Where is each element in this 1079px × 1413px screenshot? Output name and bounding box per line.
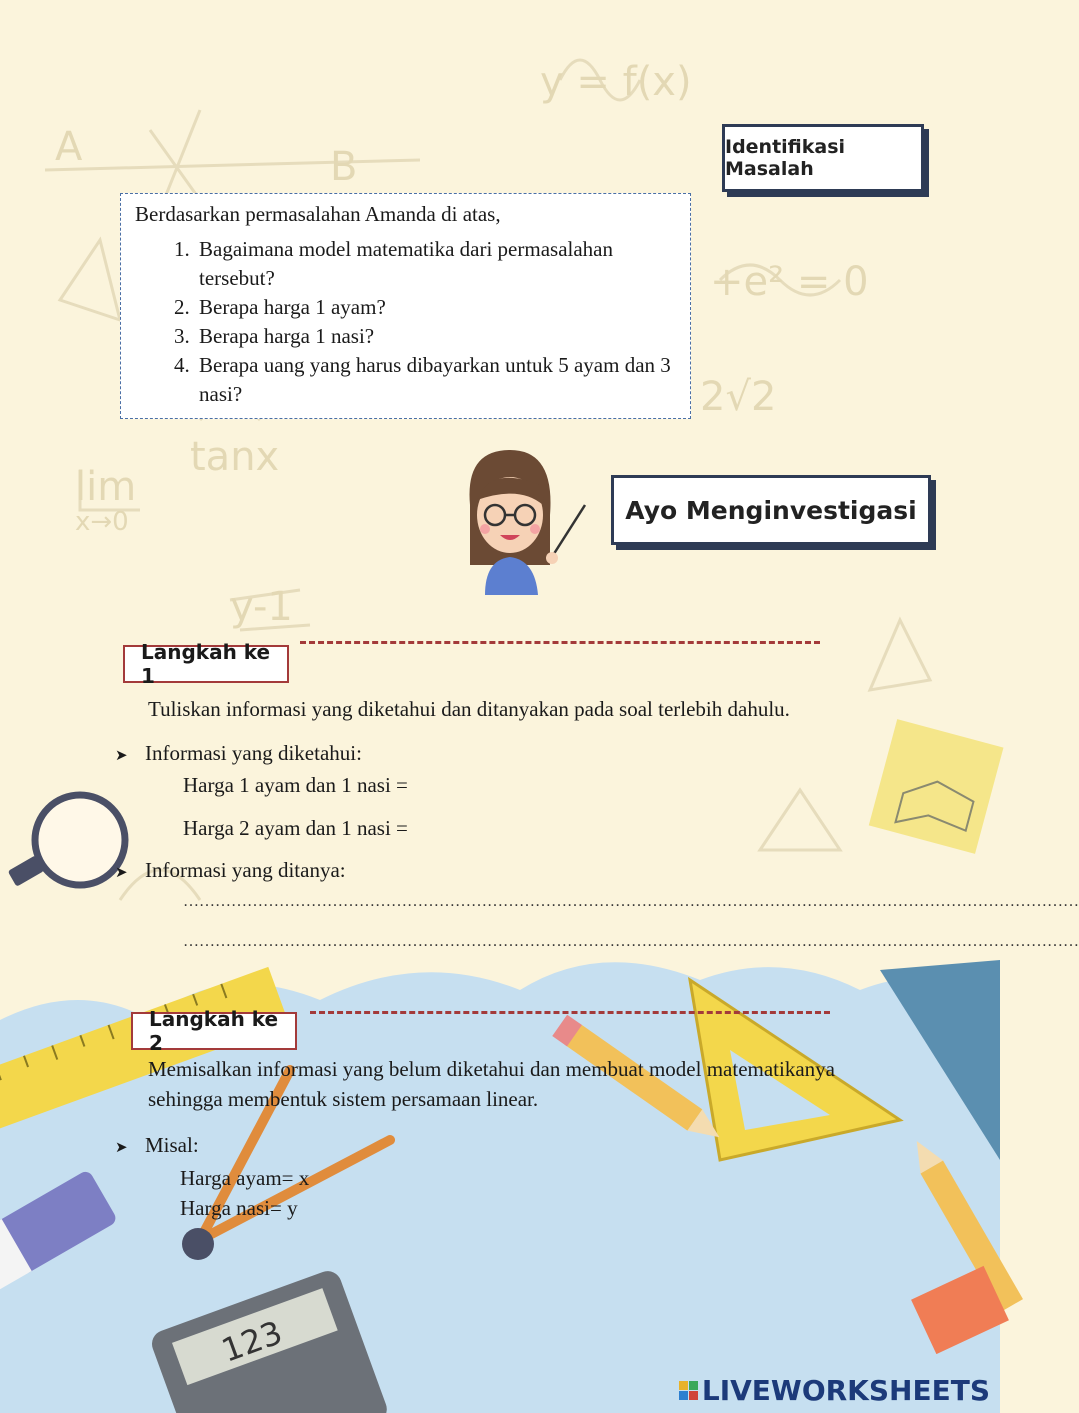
question-item: 2. Berapa harga 1 ayam? (195, 293, 676, 322)
known-label: Informasi yang diketahui: (145, 741, 362, 765)
dashed-divider (310, 1011, 830, 1014)
answer-line[interactable]: …………………………………………………………………………………………………………………………………………………… (183, 933, 1079, 950)
arrowhead-bullet-icon: ➤ (115, 748, 128, 764)
langkah-2-instruction: sehingga membentuk sistem persamaan linear. (148, 1087, 539, 1111)
magnifier-icon (8, 795, 125, 887)
variable-line: Harga ayam= x (180, 1166, 310, 1190)
logo-mark-icon (679, 1381, 698, 1400)
teacher-illustration (450, 445, 590, 595)
logo-text: LIVEWORKSHEETS (701, 1374, 990, 1407)
ayo-menginvestigasi-header (611, 475, 931, 545)
langkah-1-instruction: Tuliskan informasi yang diketahui dan ditanyakan pada soal terlebih dahulu. (148, 697, 790, 721)
question-item: 3. Berapa harga 1 nasi? (195, 322, 676, 351)
arrowhead-bullet-icon: ➤ (115, 1140, 128, 1156)
svg-text:+e² = 0: +e² = 0 (710, 259, 869, 305)
langkah-2-text: Langkah ke 2 (149, 1007, 279, 1055)
investigasi-title: Ayo Menginvestigasi (625, 495, 917, 525)
svg-text:y-1: y-1 (230, 584, 293, 630)
misal-label: Misal: (145, 1133, 199, 1157)
langkah-1-label (123, 640, 289, 688)
known-line: Harga 2 ayam dan 1 nasi = (183, 816, 408, 840)
asked-label: Informasi yang ditanya: (145, 858, 346, 882)
liveworksheets-logo (679, 1374, 990, 1407)
answer-line[interactable]: …………………………………………………………………………………………………………………………………………………… (183, 893, 1079, 910)
svg-text:2√2: 2√2 (700, 374, 777, 420)
calculator-display: 123 (216, 1313, 288, 1370)
question-box (120, 193, 691, 419)
dashed-divider (300, 641, 820, 644)
identifikasi-title: Identifikasi Masalah (725, 136, 846, 180)
langkah-1-text: Langkah ke 1 (141, 640, 271, 688)
langkah-2-instruction: Memisalkan informasi yang belum diketahui dan membuat model matematikanya (148, 1057, 835, 1081)
question-intro: Berdasarkan permasalahan Amanda di atas, (135, 202, 501, 226)
question-item: 4. Berapa uang yang harus dibayarkan untuk 5 ayam dan 3 nasi? (195, 351, 676, 409)
svg-text:B: B (330, 144, 358, 190)
langkah-2-label (131, 1007, 297, 1055)
variable-line: Harga nasi= y (180, 1196, 298, 1220)
svg-text:lim: lim (75, 464, 137, 510)
svg-text:A: A (55, 124, 83, 170)
svg-text:x→0: x→0 (75, 507, 129, 537)
arrowhead-bullet-icon: ➤ (115, 865, 128, 881)
identifikasi-masalah-header (722, 124, 924, 192)
known-line: Harga 1 ayam dan 1 nasi = (183, 773, 408, 797)
svg-text:tanx: tanx (190, 434, 280, 480)
question-list (135, 235, 676, 409)
svg-text:y = f(x): y = f(x) (540, 59, 692, 105)
question-item: 1. Bagaimana model matematika dari permasalahan tersebut? (195, 235, 676, 293)
